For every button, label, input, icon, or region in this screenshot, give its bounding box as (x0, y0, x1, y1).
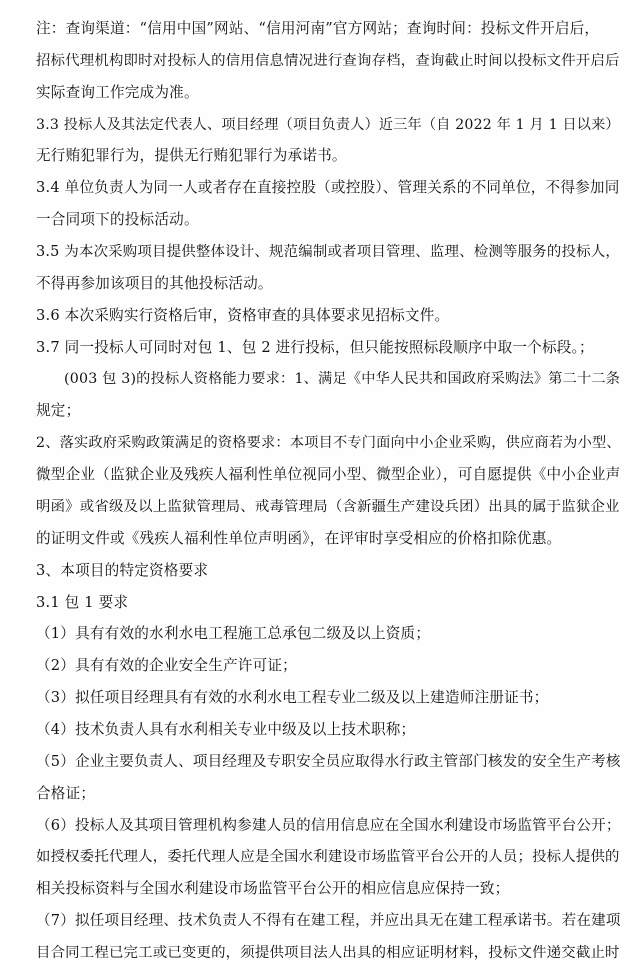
policy-requirement-line-3: 明函》或省级及以上监狱管理局、戒毒管理局（含新疆生产建设兵团）出具的属于监狱企业 (36, 499, 620, 515)
requirement-item-6-line-2: 如授权委托代理人，委托代理人应是全国水利建设市场监管平台公开的人员；投标人提供的 (36, 849, 620, 865)
clause-3-6: 3.6 本次采购实行资格后审，资格审查的具体要求见招标文件。 (36, 307, 450, 324)
note-line-2: 招标代理机构即时对投标人的信用信息情况进行查询存档，查询截止时间以投标文件开启后 (36, 53, 620, 69)
requirement-item-3: （3）拟任项目经理具有有效的水利水电工程专业二级及以上建造师注册证书； (36, 689, 549, 706)
requirement-item-4: （4）技术负责人具有水利相关专业中级及以上技术职称； (36, 721, 416, 738)
clause-3-3-line-2: 无行贿犯罪行为，提供无行贿犯罪行为承诺书。 (36, 147, 347, 164)
clause-3-4-line-1: 3.4 单位负责人为同一人或者存在直接控股（或控股）、管理关系的不同单位，不得参加同 (36, 179, 620, 196)
clause-3-3-line-1: 3.3 投标人及其法定代表人、项目经理（项目负责人）近三年（自 2022 年 1 月 1 日以来） (36, 117, 620, 133)
policy-requirement-line-2: 微型企业（监狱企业及残疾人福利性单位视同小型、微型企业），可自愿提供《中小企业声 (36, 466, 621, 483)
clause-3-4-line-2: 一合同项下的投标活动。 (36, 211, 199, 228)
requirement-item-7-line-2: 目合同工程已完工或已变更的，须提供项目法人出具的相应证明材料，投标文件递交截止时 (36, 945, 620, 961)
requirement-item-7-line-1: （7）拟任项目经理、技术负责人不得有在建工程，并应出具无在建工程承诺书。若在建项 (36, 912, 621, 929)
policy-requirement-line-1: 2、落实政府采购政策满足的资格要求：本项目不专门面向中小企业采购，供应商若为小型、 (36, 435, 621, 451)
clause-3-5-line-1: 3.5 为本次采购项目提供整体设计、规范编制或者项目管理、监理、检测等服务的投标人， (36, 244, 620, 260)
clause-3-5-line-2: 不得再参加该项目的其他投标活动。 (36, 275, 273, 292)
clause-3-7: 3.7 同一投标人可同时对包 1、包 2 进行投标，但只能按照标段顺序中取一个标段。； (36, 339, 594, 356)
note-line-3: 实际查询工作完成为准。 (36, 84, 199, 101)
note-line-1: 注：查询渠道：“信用中国”网站、“信用河南”官方网站；查询时间：投标文件开启后， (36, 20, 600, 37)
requirement-item-6-line-3: 相关投标资料与全国水利建设市场监管平台公开的相应信息应保持一致； (36, 880, 510, 897)
package-3-requirement-line-2: 规定； (36, 402, 81, 419)
policy-requirement-line-4: 的证明文件或《残疾人福利性单位声明函》，在评审时享受相应的价格扣除优惠。 (36, 530, 562, 547)
package-3-requirement-line-1: (003 包 3)的投标人资格能力要求：1、满足《中华人民共和国政府采购法》第二十二条 (64, 371, 621, 387)
requirement-item-1: （1）具有有效的水利水电工程施工总承包二级及以上资质； (36, 625, 431, 642)
section-heading-special-requirements: 3、本项目的特定资格要求 (36, 562, 209, 579)
subsection-heading-package-1: 3.1 包 1 要求 (36, 594, 129, 611)
requirement-item-6-line-1: （6）投标人及其项目管理机构参建人员的信用信息应在全国水利建设市场监管平台公开； (36, 817, 621, 834)
requirement-item-2: （2）具有有效的企业安全生产许可证； (36, 657, 297, 674)
requirement-item-5-line-1: （5）企业主要负责人、项目经理及专职安全员应取得水行政主管部门核发的安全生产考核 (36, 753, 621, 770)
requirement-item-5-line-2: 合格证； (36, 785, 96, 802)
